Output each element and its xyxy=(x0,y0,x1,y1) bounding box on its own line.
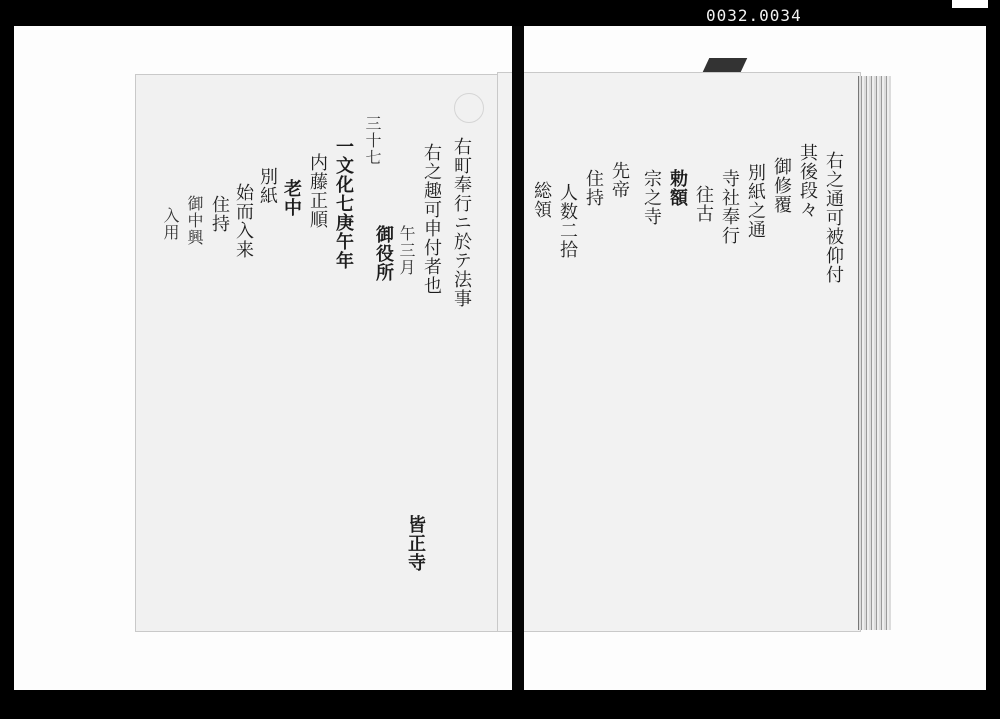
frame-id-label: 0032.0034 xyxy=(706,6,802,25)
right-page-column-12: 総領 xyxy=(531,181,552,219)
left-page-column-6: 一文化七庚午年 xyxy=(333,137,354,270)
right-page-column-10: 住持 xyxy=(583,169,604,207)
page-tab-marker xyxy=(703,58,748,72)
left-page xyxy=(135,74,500,632)
right-page-column-7: 勅額 xyxy=(667,169,688,207)
film-corner-tab xyxy=(952,0,988,8)
left-page-column-5: 皆正寺 xyxy=(405,515,426,572)
right-page-column-8: 宗之寺 xyxy=(641,169,662,226)
left-page-column-9: 別紙 xyxy=(257,167,278,205)
right-page-column-2: 其後段々 xyxy=(797,143,818,219)
left-page-column-10: 始而入来 xyxy=(233,183,254,259)
left-page-heading-mark: 三十七 xyxy=(363,115,382,166)
book-gutter xyxy=(512,26,524,690)
right-page-column-6: 往古 xyxy=(693,185,714,223)
right-page-column-11: 人数二拾 xyxy=(557,183,578,259)
stacked-page-edges xyxy=(858,76,891,630)
right-page-column-9: 先帝 xyxy=(609,161,630,199)
left-page-column-7: 内藤正順 xyxy=(307,153,328,229)
right-page-column-1: 右之通可被仰付 xyxy=(823,151,844,284)
faint-seal-mark xyxy=(454,93,484,123)
right-page-column-5: 寺社奉行 xyxy=(719,169,740,245)
left-page-column-13: 入用 xyxy=(161,207,180,241)
left-page-column-1: 右町奉行ニ於テ法事 xyxy=(451,137,472,308)
right-page-column-4: 別紙之通 xyxy=(745,163,766,239)
left-page-column-2: 右之趣可申付者也 xyxy=(421,143,442,295)
left-page-column-8: 老中 xyxy=(281,179,302,217)
left-page-column-12: 御中興 xyxy=(185,195,204,246)
right-page xyxy=(497,72,861,632)
right-page-column-3: 御修覆 xyxy=(771,157,792,214)
left-page-column-11: 住持 xyxy=(209,195,230,233)
left-page-column-3: 午三月 xyxy=(397,225,416,276)
left-page-column-4: 御役所 xyxy=(373,225,394,282)
